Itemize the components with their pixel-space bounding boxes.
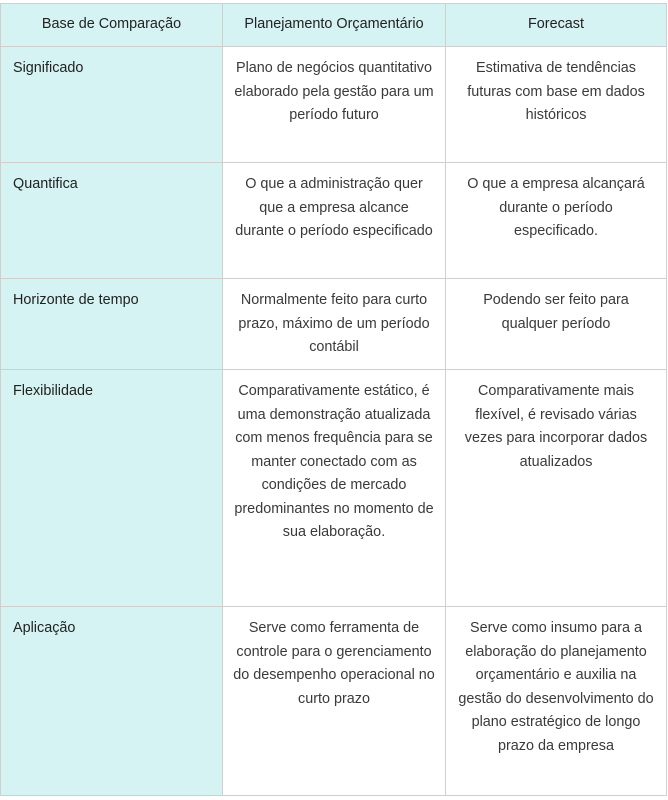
table-row-aplicacao: [1, 607, 667, 796]
row-label-quantifica: Quantifica: [1, 163, 223, 279]
row-label-significado: Significado: [1, 47, 223, 163]
header-forecast: Forecast: [446, 4, 667, 47]
table-row-quantifica: [1, 163, 667, 279]
cell-planejamento-significado: Plano de negócios quantitativo elaborado pela gestão para um período futuro: [223, 47, 446, 163]
row-label-flexibilidade: Flexibilidade: [1, 370, 223, 607]
cell-forecast-significado: Estimativa de tendências futuras com base em dados históricos: [446, 47, 667, 163]
cell-forecast-aplicacao: Serve como insumo para a elaboração do planejamento orçamentário e auxilia na gestão do desenvolvimento do plano estratégico de longo prazo da empresa: [446, 607, 667, 796]
cell-forecast-quantifica: O que a empresa alcançará durante o período especificado.: [446, 163, 667, 279]
header-row: [1, 4, 667, 47]
cell-forecast-horizonte: Podendo ser feito para qualquer período: [446, 279, 667, 370]
header-base-comparacao: Base de Comparação: [1, 4, 223, 47]
cell-planejamento-quantifica: O que a administração quer que a empresa alcance durante o período especificado: [223, 163, 446, 279]
row-label-horizonte: Horizonte de tempo: [1, 279, 223, 370]
table-row-horizonte: [1, 279, 667, 370]
table-header: [1, 4, 667, 47]
table-body: [1, 47, 667, 796]
cell-forecast-flexibilidade: Comparativamente mais flexível, é revisado várias vezes para incorporar dados atualizados: [446, 370, 667, 607]
row-label-aplicacao: Aplicação: [1, 607, 223, 796]
cell-planejamento-aplicacao: Serve como ferramenta de controle para o gerenciamento do desempenho operacional no curto prazo: [223, 607, 446, 796]
table-row-significado: [1, 47, 667, 163]
cell-planejamento-horizonte: Normalmente feito para curto prazo, máximo de um período contábil: [223, 279, 446, 370]
table-row-flexibilidade: [1, 370, 667, 607]
cell-planejamento-flexibilidade: Comparativamente estático, é uma demonstração atualizada com menos frequência para se manter conectado com as condições de mercado predominantes no momento de sua elaboração.: [223, 370, 446, 607]
comparison-table: [0, 3, 667, 796]
header-planejamento-orcamentario: Planejamento Orçamentário: [223, 4, 446, 47]
